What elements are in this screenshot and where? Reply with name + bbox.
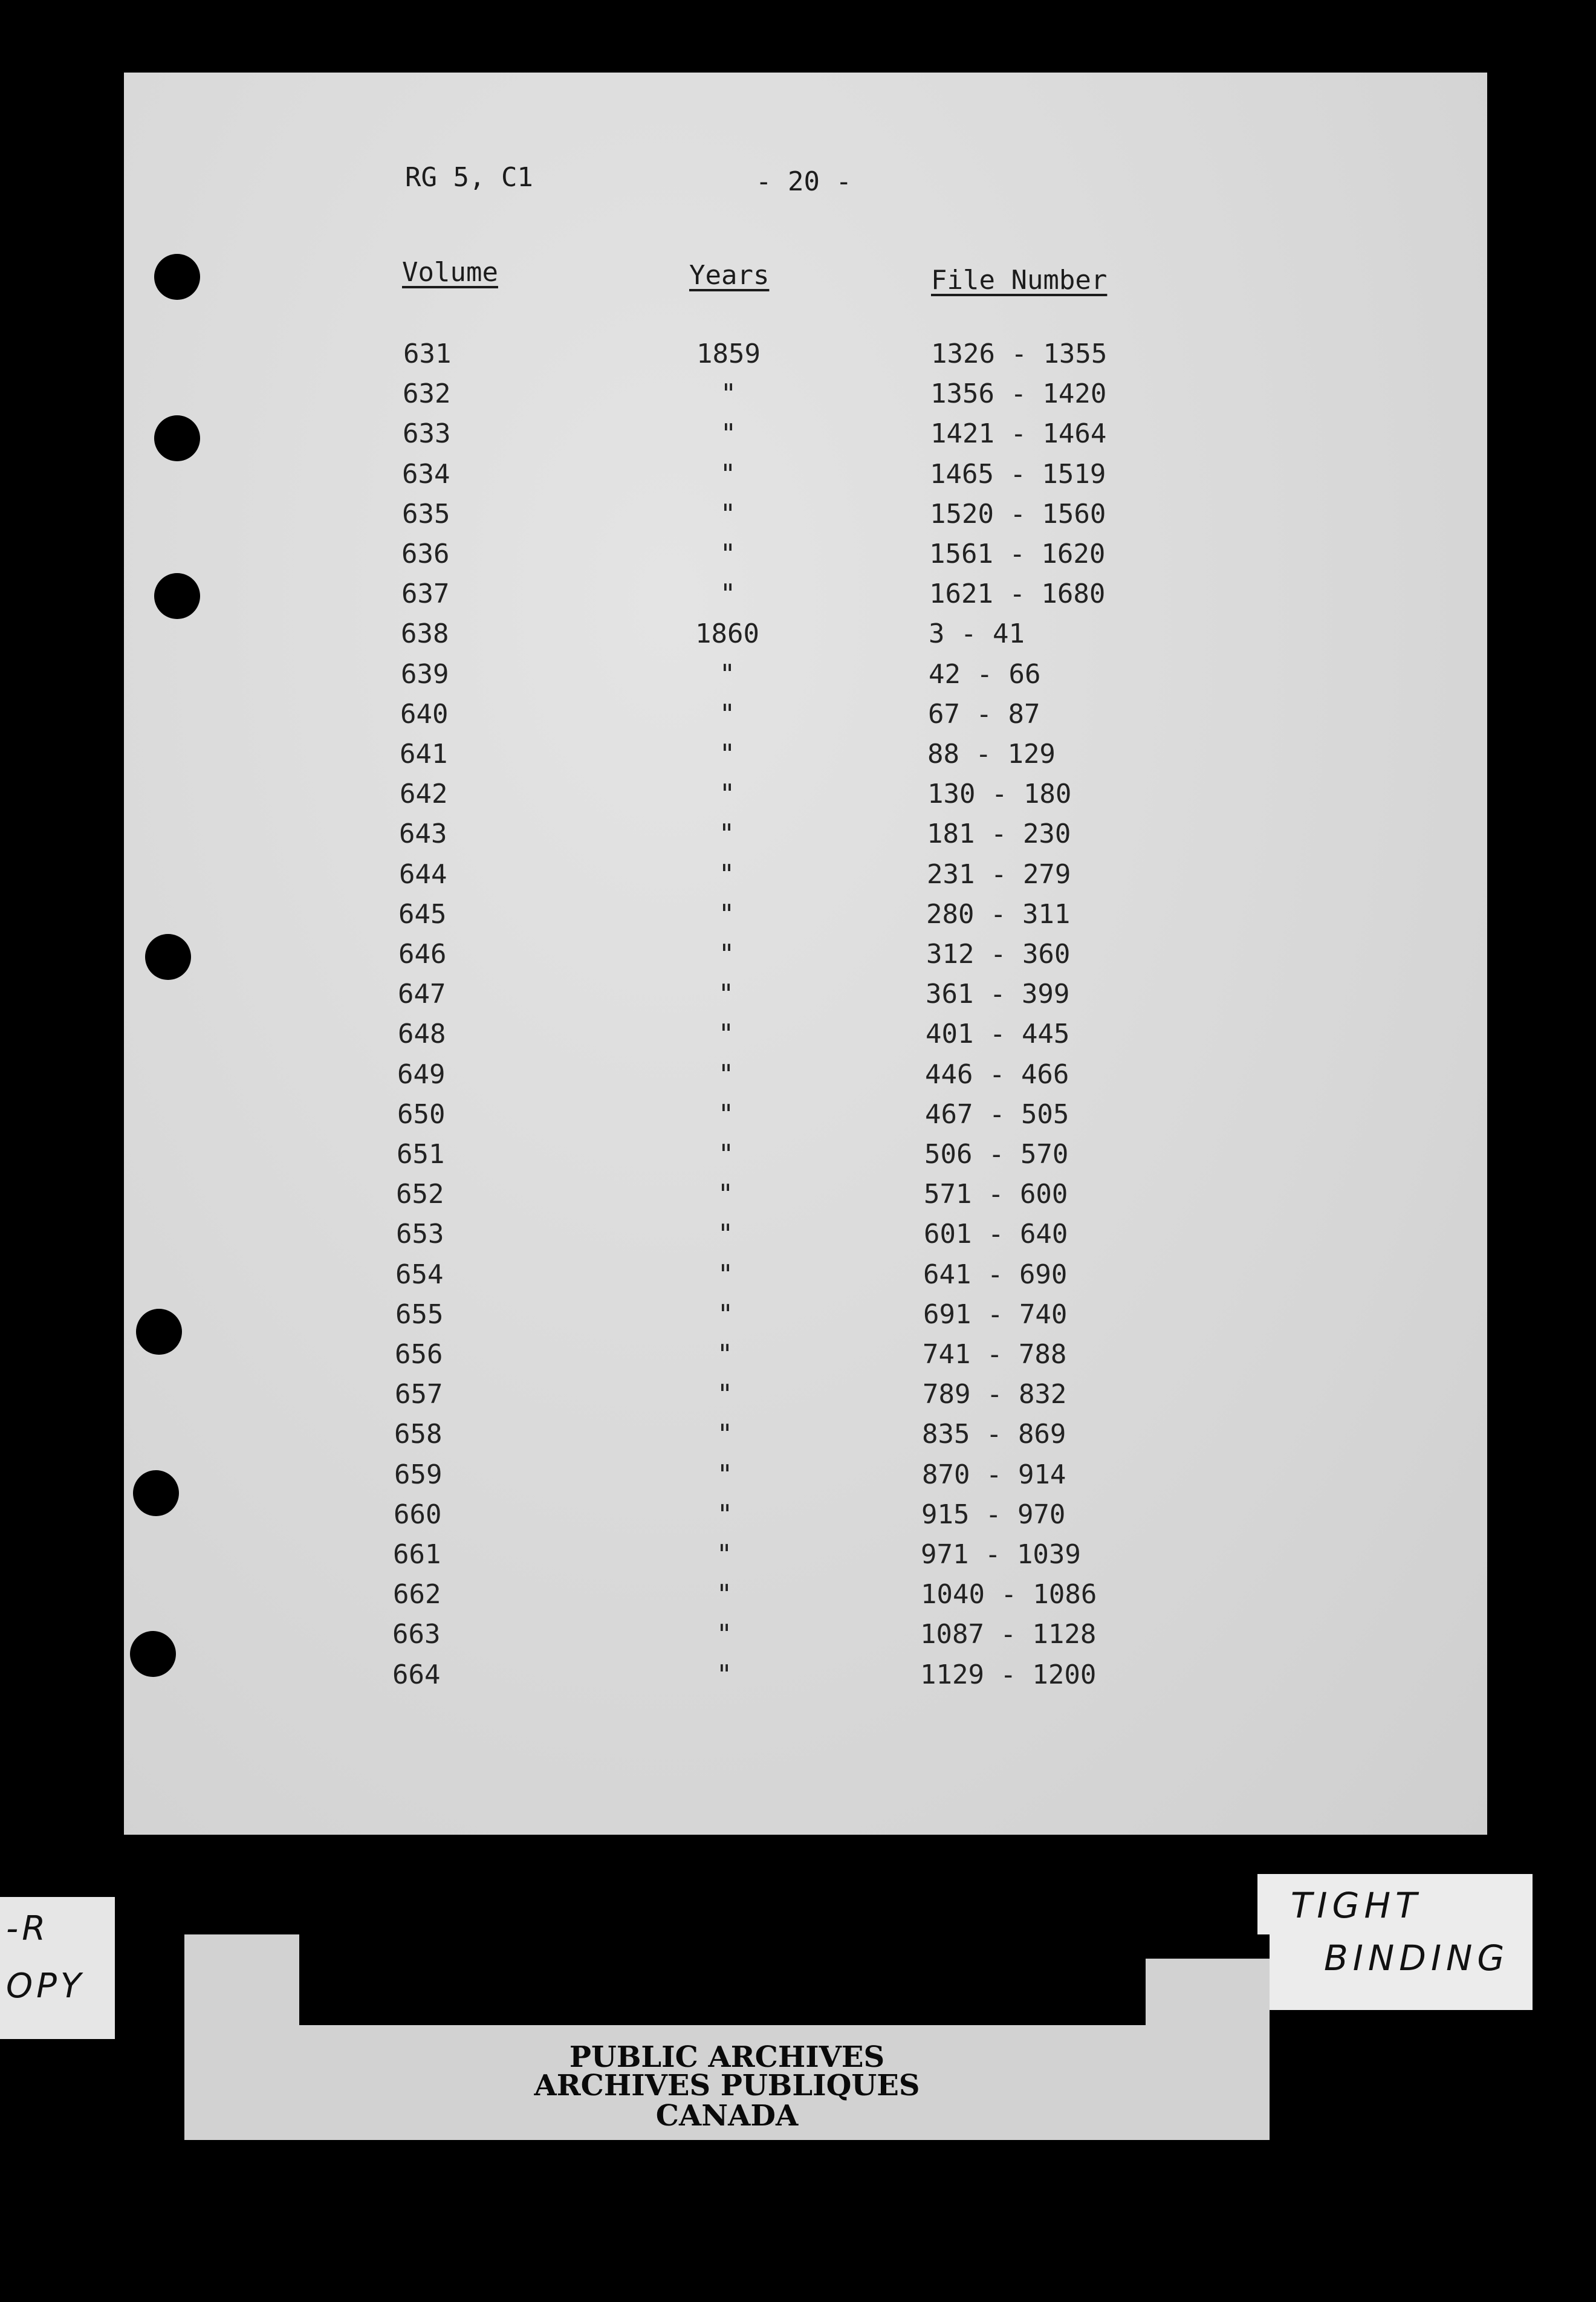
volume-cell: 657	[395, 1379, 443, 1410]
file-number-cell: 130 - 180	[927, 779, 1072, 810]
file-number-cell: 1129 - 1200	[920, 1659, 1097, 1690]
table-row	[124, 1139, 1454, 1179]
file-number-cell: 571 - 600	[924, 1179, 1068, 1210]
volume-cell: 640	[400, 698, 449, 730]
volume-cell: 654	[395, 1259, 444, 1290]
years-cell: "	[719, 579, 736, 610]
table-row	[124, 739, 1454, 779]
years-cell: "	[717, 1259, 734, 1290]
stamp-line-3: CANADA	[655, 2099, 799, 2133]
years-cell: "	[716, 1619, 733, 1650]
years-cell: "	[716, 1539, 733, 1570]
table-row	[124, 1339, 1454, 1379]
volume-cell: 631	[403, 339, 452, 369]
years-cell: "	[717, 1219, 734, 1250]
table-row	[124, 499, 1454, 539]
volume-cell: 664	[392, 1659, 441, 1690]
volume-cell: 641	[400, 739, 448, 770]
volume-cell: 646	[398, 939, 447, 970]
volume-cell: 662	[393, 1579, 441, 1610]
table-row	[124, 1459, 1454, 1499]
years-cell: "	[719, 539, 736, 569]
file-number-cell: 870 - 914	[922, 1459, 1066, 1490]
file-number-cell: 88 - 129	[927, 739, 1056, 770]
years-cell: "	[719, 739, 736, 770]
file-number-cell: 361 - 399	[926, 979, 1070, 1010]
volume-cell: 651	[397, 1139, 445, 1170]
file-number-cell: 401 - 445	[926, 1019, 1070, 1050]
years-cell: "	[720, 418, 737, 450]
table-row	[124, 459, 1454, 499]
years-cell: "	[717, 1179, 734, 1210]
volume-cell: 660	[394, 1499, 442, 1530]
years-cell: "	[716, 1579, 733, 1610]
table-row	[124, 1179, 1454, 1219]
table-row	[124, 378, 1454, 418]
table-row	[124, 1259, 1454, 1299]
volume-cell: 649	[397, 1059, 446, 1090]
left-note-line-2: OPY	[6, 1966, 85, 2006]
volume-cell: 638	[401, 618, 449, 650]
tight-binding-line-2: BINDING	[1324, 1937, 1510, 1979]
file-number-cell: 3 - 41	[929, 618, 1025, 650]
table-row	[124, 1099, 1454, 1139]
file-number-cell: 1326 - 1355	[931, 339, 1108, 369]
volume-cell: 658	[394, 1419, 443, 1450]
table-row	[124, 1659, 1454, 1699]
stamp-cutout	[1146, 1934, 1270, 1959]
volume-cell: 643	[399, 819, 447, 850]
tight-binding-label	[1257, 1874, 1533, 2010]
file-number-cell: 835 - 869	[922, 1419, 1066, 1450]
years-cell: "	[716, 1419, 733, 1450]
table-row	[124, 1219, 1454, 1259]
file-number-cell: 42 - 66	[929, 658, 1041, 690]
archives-stamp	[184, 1934, 1270, 2140]
left-note-line-1: -R	[6, 1909, 50, 1948]
years-cell: "	[719, 498, 736, 530]
file-number-cell: 312 - 360	[926, 939, 1071, 970]
volume-cell: 642	[400, 779, 448, 810]
years-cell: 1859	[696, 339, 761, 369]
file-number-cell: 1561 - 1620	[929, 539, 1106, 569]
table-row	[124, 859, 1454, 899]
table-row	[124, 579, 1454, 618]
volume-cell: 647	[398, 979, 446, 1010]
stamp-line-2: ARCHIVES PUBLIQUES	[534, 2069, 920, 2103]
volume-cell: 663	[392, 1619, 441, 1650]
volume-cell: 650	[397, 1098, 446, 1130]
table-row	[124, 1499, 1454, 1539]
file-number-cell: 1621 - 1680	[929, 579, 1106, 610]
table-row	[124, 1299, 1454, 1339]
page-number: - 20 -	[756, 166, 852, 197]
years-cell: "	[716, 1459, 733, 1490]
file-number-cell: 971 - 1039	[921, 1539, 1081, 1570]
years-cell: "	[718, 898, 735, 930]
volume-cell: 655	[395, 1299, 444, 1330]
column-header-volume: Volume	[402, 257, 498, 288]
years-cell: "	[717, 1299, 734, 1330]
table-row	[124, 1539, 1454, 1579]
years-cell: "	[718, 979, 735, 1010]
table-row	[124, 1059, 1454, 1099]
years-cell: "	[719, 698, 736, 730]
volume-cell: 639	[401, 658, 449, 690]
record-group-ref: RG 5, C1	[405, 162, 533, 193]
volume-cell: 661	[393, 1539, 441, 1570]
file-number-cell: 467 - 505	[925, 1098, 1069, 1130]
stamp-line-1: PUBLIC ARCHIVES	[569, 2040, 885, 2074]
table-row	[124, 418, 1454, 458]
file-number-cell: 1465 - 1519	[930, 458, 1106, 490]
volume-cell: 648	[398, 1019, 446, 1050]
years-cell: "	[718, 858, 735, 890]
volume-cell: 637	[401, 579, 450, 610]
years-cell: "	[719, 458, 736, 490]
column-header-years: Years	[689, 260, 770, 291]
years-cell: "	[716, 1379, 733, 1410]
table-row	[124, 659, 1454, 699]
file-number-cell: 1421 - 1464	[930, 418, 1107, 450]
file-number-cell: 789 - 832	[923, 1379, 1067, 1410]
file-number-cell: 506 - 570	[924, 1139, 1069, 1170]
file-number-cell: 67 - 87	[928, 698, 1040, 730]
file-number-cell: 641 - 690	[923, 1259, 1068, 1290]
file-number-cell: 601 - 640	[924, 1219, 1068, 1250]
table-row	[124, 339, 1454, 378]
volume-cell: 636	[401, 539, 450, 569]
volume-cell: 645	[398, 898, 447, 930]
volume-cell: 653	[396, 1219, 444, 1250]
punch-hole	[154, 254, 200, 300]
table-row	[124, 779, 1454, 819]
volume-cell: 656	[395, 1339, 443, 1370]
file-number-cell: 1520 - 1560	[930, 498, 1106, 530]
years-cell: "	[716, 1499, 733, 1530]
years-cell: "	[716, 1659, 733, 1690]
table-row	[124, 539, 1454, 579]
volume-cell: 659	[394, 1459, 443, 1490]
stamp-cutout	[299, 1934, 1146, 2025]
table-row	[124, 899, 1454, 939]
file-number-cell: 1040 - 1086	[921, 1579, 1097, 1610]
years-cell: "	[716, 1339, 733, 1370]
volume-cell: 652	[396, 1179, 444, 1210]
years-cell: "	[718, 819, 735, 850]
file-number-cell: 181 - 230	[927, 819, 1071, 850]
file-number-cell: 741 - 788	[923, 1339, 1067, 1370]
years-cell: "	[718, 1019, 735, 1050]
table-row	[124, 1619, 1454, 1659]
years-cell: "	[720, 378, 737, 410]
file-number-cell: 1087 - 1128	[920, 1619, 1097, 1650]
years-cell: "	[719, 779, 736, 810]
volume-cell: 633	[403, 418, 451, 450]
volume-cell: 644	[399, 858, 447, 890]
column-header-file-number: File Number	[931, 265, 1108, 296]
volume-cell: 632	[403, 378, 451, 410]
years-cell: "	[718, 1139, 735, 1170]
file-number-cell: 280 - 311	[926, 898, 1071, 930]
volume-cell: 634	[402, 458, 450, 490]
file-number-cell: 1356 - 1420	[930, 378, 1107, 410]
file-number-cell: 691 - 740	[923, 1299, 1068, 1330]
table-row	[124, 1019, 1454, 1059]
table-row	[124, 1579, 1454, 1619]
table-row	[124, 939, 1454, 979]
years-cell: "	[718, 1059, 735, 1090]
volume-cell: 635	[402, 498, 450, 530]
years-cell: "	[718, 939, 735, 970]
tight-binding-line-1: TIGHT	[1291, 1885, 1422, 1926]
table-row	[124, 699, 1454, 739]
years-cell: "	[719, 658, 736, 690]
table-row	[124, 819, 1454, 858]
table-row	[124, 1419, 1454, 1459]
table-row	[124, 979, 1454, 1019]
file-number-cell: 446 - 466	[925, 1059, 1069, 1090]
years-cell: "	[718, 1098, 735, 1130]
file-number-cell: 231 - 279	[927, 858, 1071, 890]
document-page	[124, 73, 1487, 1835]
years-cell: 1860	[695, 618, 759, 650]
table-row	[124, 1379, 1454, 1419]
file-number-cell: 915 - 970	[921, 1499, 1066, 1530]
table-row	[124, 618, 1454, 658]
left-note-label	[0, 1897, 115, 2039]
